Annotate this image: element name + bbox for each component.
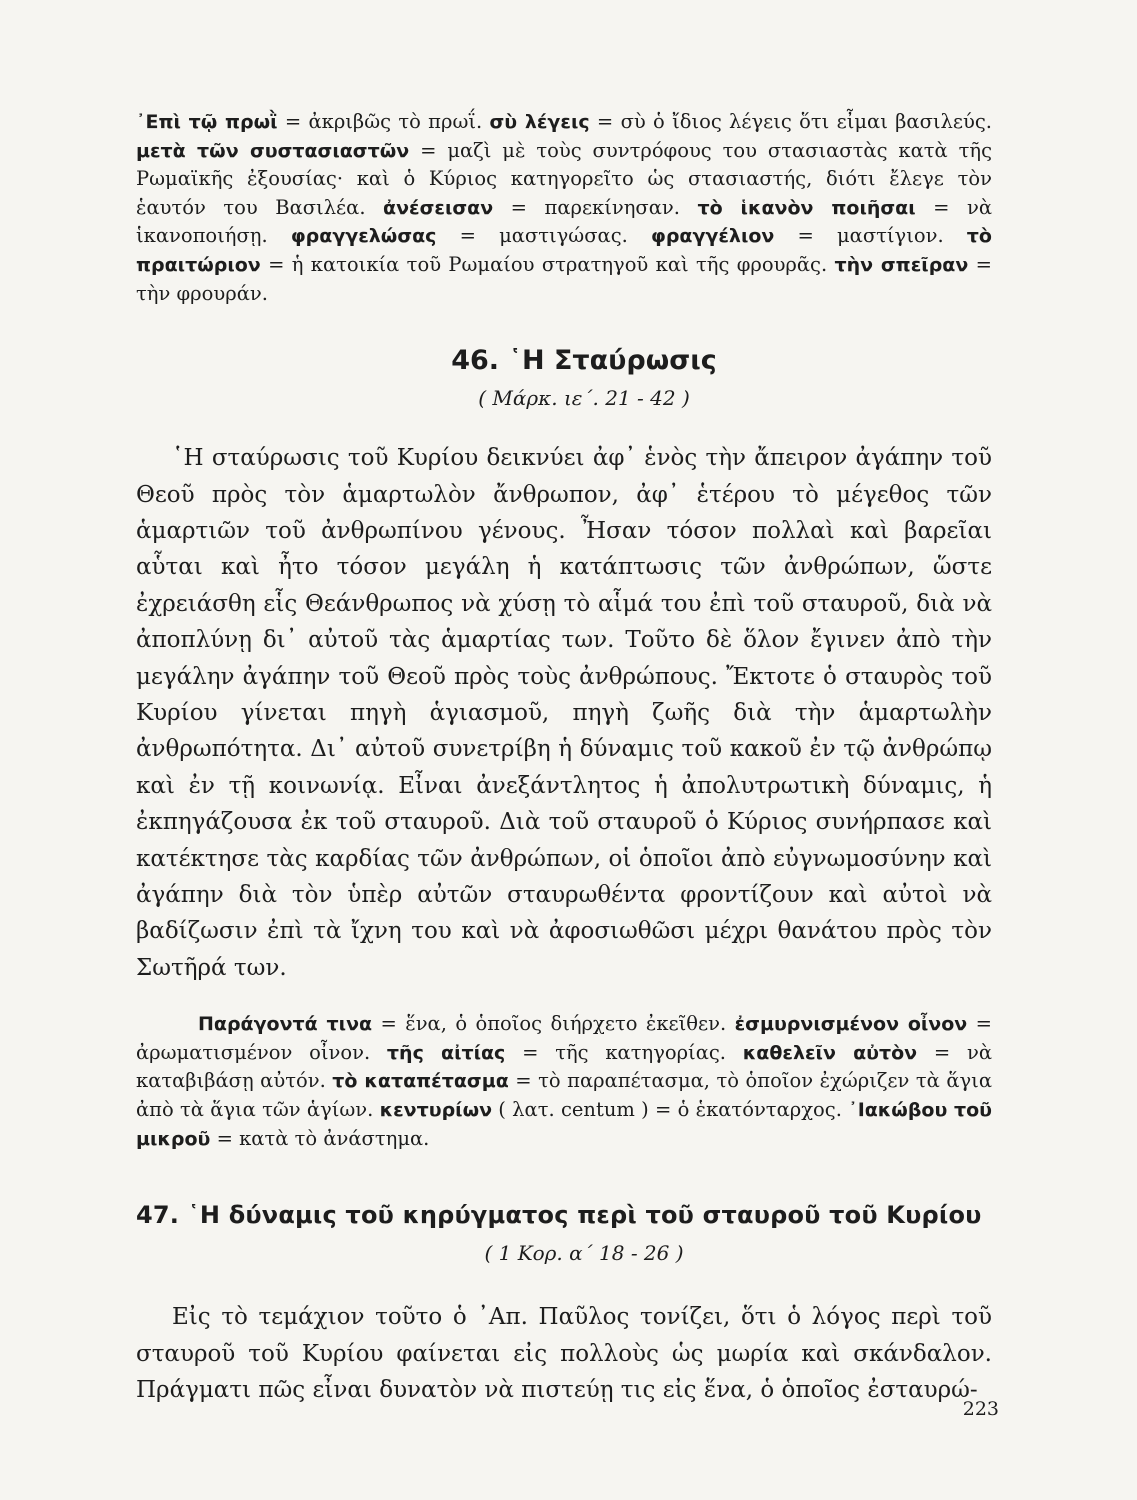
- section-47-reference: ( 1 Κορ. α΄ 18 - 26 ): [484, 1241, 684, 1266]
- gloss-definition: = τῆς κατηγορίας.: [505, 1040, 743, 1064]
- gloss-term: τὸ καταπέτασμα: [332, 1070, 509, 1093]
- gloss-definition: ( λατ. centum ) = ὁ ἑκατόνταρχος.: [492, 1098, 849, 1122]
- gloss-definition: = τὸ παραπέτασμα, τὸ ὁποῖον ἐχώριζεν τὰ ἅγια ἀπὸ τὰ ἅγια τῶν ἁγίων.: [136, 1069, 992, 1122]
- section-47-paragraph: Εἰς τὸ τεμάχιον τοῦτο ὁ ᾿Απ. Παῦλος τονίζει, ὅτι ὁ λόγος περὶ τοῦ σταυροῦ τοῦ Κυρίου φαίνεται εἰς πολλοὺς ὡς μωρία καὶ σκάνδαλον. Πράγματι πῶς εἶναι δυνατὸν νὰ πιστεύῃ τις εἰς ἕνα, ὁ ὁποῖος ἐσταυρώ-: [136, 1304, 992, 1404]
- gloss-term: τὸ ἱκανὸν ποιῆσαι: [697, 196, 916, 219]
- section-47-title: 47. ῾Η δύναμις τοῦ κηρύγματος περὶ τοῦ σταυροῦ τοῦ Κυρίου: [136, 1201, 982, 1230]
- page-number: 223: [962, 1398, 999, 1420]
- gloss-term: φραγγέλιον: [650, 225, 775, 248]
- gloss-definition: = σὺ ὁ ἴδιος λέγεις ὅτι εἶμαι βασιλεύς.: [589, 110, 992, 133]
- section-46-title: 46. ῾Η Σταύρωσις: [451, 345, 717, 377]
- gloss-definition: = μαστιγώσας.: [436, 224, 651, 248]
- gloss-definition: = ἕνα, ὁ ὁποῖος διήρχετο ἐκεῖθεν.: [372, 1012, 735, 1036]
- gloss-term: Παράγοντά τινα: [198, 1013, 373, 1036]
- gloss-term: ἐσμυρνισμένον οἶνον: [734, 1013, 968, 1036]
- gloss-term: τὴν σπεῖραν: [834, 253, 969, 276]
- gloss-term: κεντυρίων: [379, 1099, 493, 1122]
- page-content: [136, 108, 992, 1408]
- gloss-definition: = ἡ κατοικία τοῦ Ρωμαίου στρατηγοῦ καὶ τῆς φρουρᾶς.: [260, 252, 835, 276]
- section-46-paragraph: ῾Η σταύρωσις τοῦ Κυρίου δεικνύει ἀφ᾿ ἑνὸς τὴν ἄπειρον ἀγάπην τοῦ Θεοῦ πρὸς τὸν ἁμαρτωλὸν ἄνθρωπον, ἀφ᾿ ἑτέρου τὸ μέγεθος τῶν ἁμαρτιῶν τοῦ ἀνθρωπίνου γένους. Ἦσαν τόσον πολλαὶ καὶ βαρεῖαι αὗται καὶ ἦτο τόσον μεγάλη ἡ κατάπτωσις τῶν ἀνθρώπων, ὥστε ἐχρειάσθη εἷς Θεάνθρωπος νὰ χύσῃ τὸ αἷμά του ἐπὶ τοῦ σταυροῦ, διὰ νὰ ἀποπλύνῃ δι᾿ αὐτοῦ τὰς ἁμαρτίας των. Τοῦτο δὲ ὅλον ἔγινεν ἀπὸ τὴν μεγάλην ἀγάπην τοῦ Θεοῦ πρὸς τοὺς ἀνθρώπους. Ἔκτοτε ὁ σταυρὸς τοῦ Κυρίου γίνεται πηγὴ ἁγιασμοῦ, πηγὴ ζωῆς διὰ τὴν ἁμαρτωλὴν ἀνθρωπότητα. Δι᾿ αὐτοῦ συνετρίβη ἡ δύναμις τοῦ κακοῦ ἐν τῷ ἀνθρώπῳ καὶ ἐν τῇ κοινωνίᾳ. Εἶναι ἀνεξάντλητος ἡ ἀπολυτρωτικὴ δύναμις, ἡ ἐκπηγάζουσα ἐκ τοῦ σταυροῦ. Διὰ τοῦ σταυροῦ ὁ Κύριος συνήρπασε καὶ κατέκτησε τὰς καρδίας τῶν ἀνθρώπων, οἱ ὁποῖοι ἀπὸ εὐγνωμοσύνην καὶ ἀγάπην διὰ τὸν ὑπὲρ αὐτῶν σταυρωθέντα φροντίζουν καὶ αὐτοὶ νὰ βαδίζωσιν ἐπὶ τὰ ἴχνη του καὶ νὰ ἀφοσιωθῶσι μέχρι θανάτου πρὸς τὸν Σωτῆρά των.: [136, 445, 992, 981]
- gloss-term: καθελεῖν αὐτὸν: [742, 1041, 918, 1064]
- glossary-notes-46: [136, 1010, 992, 1153]
- gloss-term: σὺ λέγεις: [489, 111, 590, 133]
- gloss-term: ἀνέσεισαν: [383, 196, 494, 219]
- gloss-definition: = κατὰ τὸ ἀνάστημα.: [210, 1126, 430, 1150]
- gloss-definition: = μαζὶ μὲ τοὺς συντρόφους του στασιαστὰς κατὰ τῆς Ρωμαϊκῆς ἐξουσίας· καὶ ὁ Κύριος κατηγορεῖτο ὡς στασιαστής, διότι ἔλεγε τὸν ἑαυτόν του Βασιλέα.: [136, 138, 992, 219]
- gloss-term: ᾿Επὶ τῷ πρωῒ: [136, 111, 278, 133]
- gloss-definition: = νὰ καταβιβάσῃ αὐτόν.: [136, 1040, 992, 1093]
- gloss-term: φραγγελώσας: [290, 225, 437, 248]
- gloss-definition: = παρεκίνησαν.: [493, 195, 698, 219]
- gloss-term: τῆς αἰτίας: [386, 1041, 506, 1064]
- glossary-notes-top: [136, 108, 992, 308]
- section-46-reference: ( Μάρκ. ιε΄. 21 - 42 ): [478, 386, 690, 411]
- gloss-definition: = νὰ ἱκανοποιήσῃ.: [136, 195, 992, 248]
- gloss-term: τὸ πραιτώριον: [136, 225, 992, 276]
- gloss-definition: = τὴν φρουράν.: [136, 252, 992, 305]
- gloss-term: ᾿Ιακώβου τοῦ μικροῦ: [136, 1099, 992, 1150]
- gloss-definition: = ἀκριβῶς τὸ πρωΐ.: [277, 110, 490, 133]
- gloss-definition: = μαστίγιον.: [774, 224, 967, 248]
- gloss-definition: = ἀρωματισμένον οἶνον.: [136, 1012, 992, 1064]
- gloss-term: μετὰ τῶν συστασιαστῶν: [136, 139, 410, 162]
